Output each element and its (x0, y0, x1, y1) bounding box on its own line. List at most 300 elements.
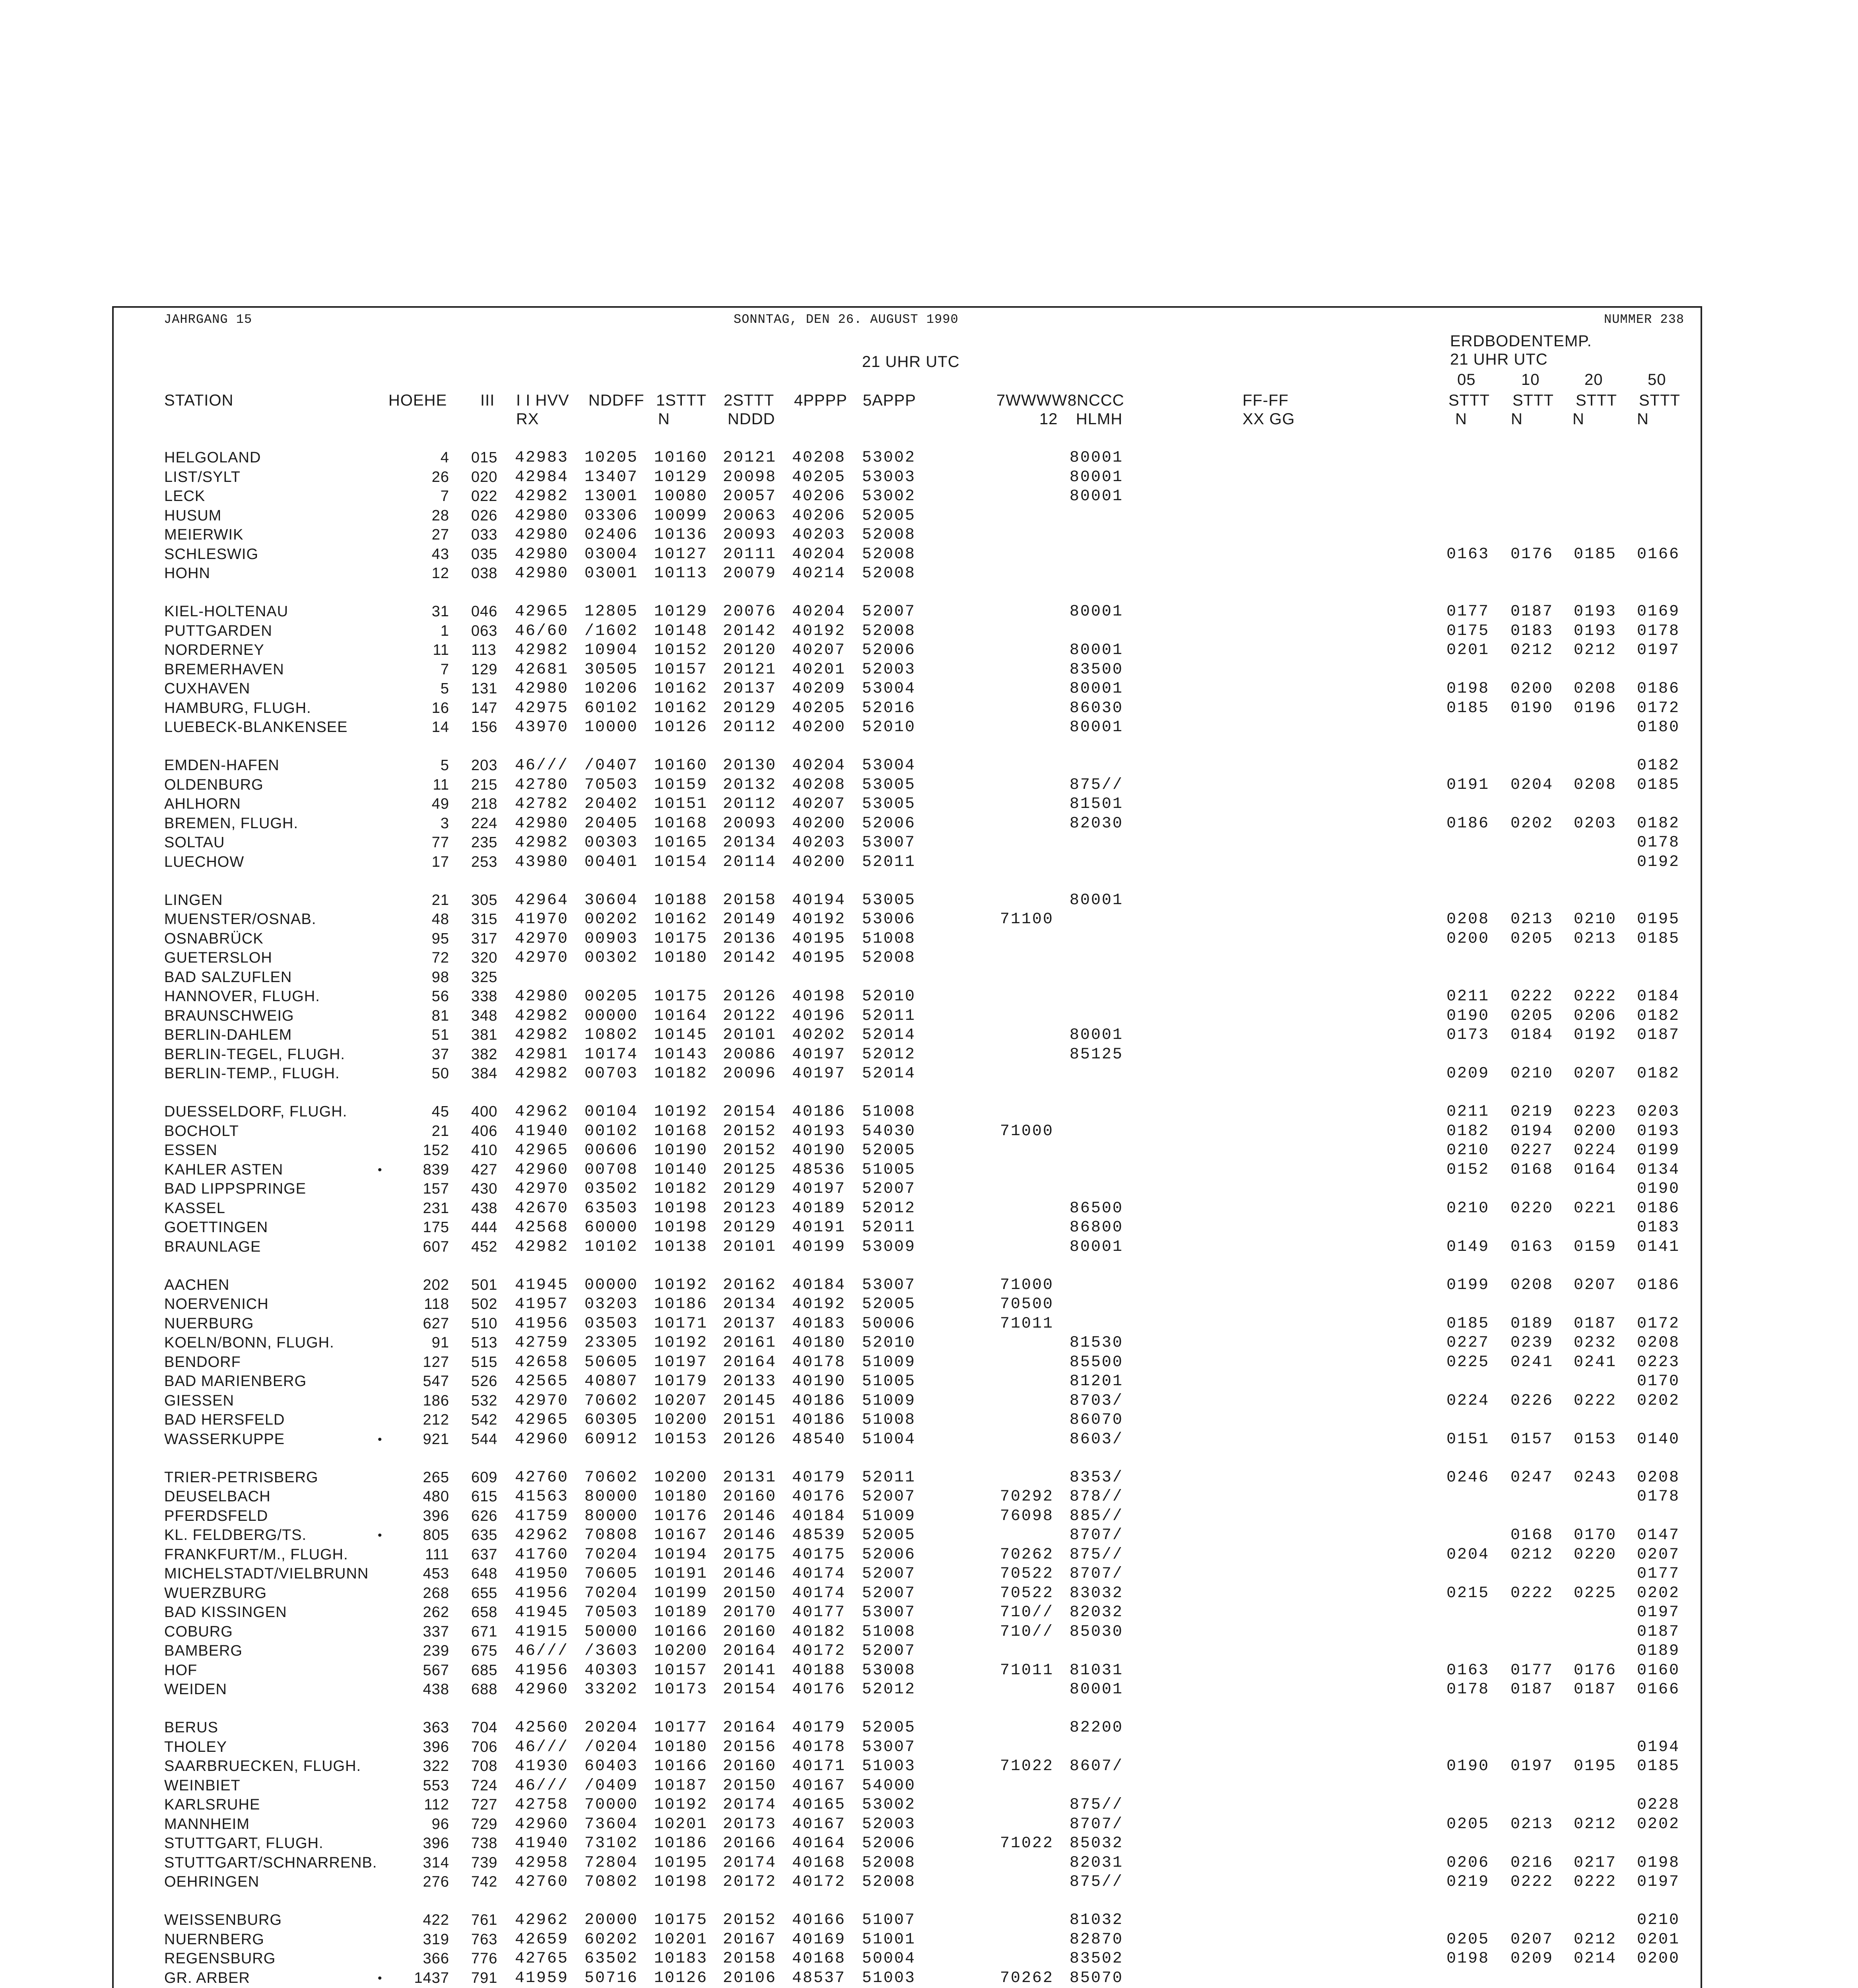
station-name: HAMBURG, FLUGH. (164, 699, 311, 716)
cell-c1: 42670 (515, 1199, 569, 1217)
cell-c6: 54030 (862, 1122, 916, 1140)
cell-iii: 129 (471, 661, 498, 678)
cell-c2: 70503 (584, 1604, 639, 1621)
station-height: 45 (431, 1103, 449, 1120)
cell-w: 71000 (1000, 1276, 1054, 1294)
cell-iii: 635 (471, 1527, 498, 1543)
cell-c6: 52005 (862, 1719, 916, 1737)
cell-iii: 513 (471, 1334, 498, 1351)
cell-c6: 52008 (862, 1854, 916, 1872)
cell-c6: 52011 (862, 853, 916, 871)
cell-c6: 53004 (862, 757, 916, 775)
cell-c4: 20146 (723, 1565, 777, 1583)
cell-iii: 729 (471, 1815, 498, 1833)
cell-c6: 52007 (862, 1488, 916, 1506)
cell-n: 82200 (1070, 1719, 1124, 1737)
soil-temp-10: 0205 (1510, 930, 1554, 948)
cell-c1: 42960 (515, 1815, 569, 1833)
cell-c2: 03004 (584, 545, 639, 563)
cell-c3: 10201 (654, 1930, 708, 1949)
table-row (0, 699, 1858, 718)
station-name: STUTTGART, FLUGH. (164, 1835, 324, 1852)
cell-c4: 20112 (723, 718, 777, 736)
cell-w: 71022 (1000, 1835, 1054, 1852)
cell-c5: 40193 (792, 1122, 846, 1140)
cell-c3: 10197 (654, 1353, 708, 1371)
cell-c5: 40207 (792, 641, 846, 659)
cell-c3: 10164 (654, 1007, 708, 1025)
cell-c4: 20106 (723, 1969, 777, 1987)
col-n-05: N (1455, 410, 1467, 428)
cell-iii: 348 (471, 1007, 498, 1024)
soil-temp-50: 0197 (1637, 641, 1680, 659)
cell-c4: 20152 (723, 1911, 777, 1929)
station-name: LINGEN (164, 891, 223, 909)
soil-temp-10: 0189 (1510, 1314, 1554, 1333)
table-row (0, 795, 1858, 813)
cell-c2: 80000 (584, 1488, 639, 1506)
cell-iii: 708 (471, 1758, 498, 1774)
cell-c2: 80000 (584, 1507, 639, 1525)
cell-c1: 42760 (515, 1468, 569, 1487)
cell-iii: 675 (471, 1642, 498, 1659)
soil-temp-20: 0193 (1574, 603, 1617, 621)
cell-iii: 688 (471, 1681, 498, 1698)
soil-temp-10: 0205 (1510, 1007, 1554, 1025)
cell-c2: /0204 (584, 1738, 639, 1756)
cell-c1: 41915 (515, 1623, 569, 1641)
table-row (0, 1007, 1858, 1025)
cell-n: 85032 (1070, 1835, 1124, 1852)
soil-temp-50: 0192 (1637, 853, 1680, 871)
table-row (0, 1584, 1858, 1603)
soil-temp-05: 0205 (1446, 1930, 1490, 1949)
cell-c3: 10153 (654, 1430, 708, 1448)
cell-iii: 156 (471, 719, 498, 736)
cell-c3: 10099 (654, 507, 708, 525)
cell-n: 81032 (1070, 1911, 1124, 1929)
depth-20: 20 (1584, 371, 1603, 388)
cell-c3: 10080 (654, 487, 708, 505)
soil-temp-10: 0212 (1510, 1545, 1554, 1564)
cell-c2: 03306 (584, 507, 639, 525)
cell-iii: 515 (471, 1353, 498, 1371)
cell-c4: 20154 (723, 1103, 777, 1121)
cell-c5: 40174 (792, 1584, 846, 1602)
soil-temp-50: 0197 (1637, 1873, 1680, 1891)
station-name: TRIER-PETRISBERG (164, 1469, 318, 1486)
soil-temp-05: 0175 (1446, 622, 1490, 640)
soil-temp-20: 0187 (1574, 1314, 1617, 1333)
cell-n: 80001 (1070, 487, 1124, 505)
soil-temp-50: 0203 (1637, 1103, 1680, 1121)
soil-temp-10: 0212 (1510, 641, 1554, 659)
cell-iii: 685 (471, 1662, 498, 1679)
issue-number: NUMMER 238 (1604, 312, 1685, 327)
cell-iii: 430 (471, 1180, 498, 1197)
soil-temp-50: 0186 (1637, 1276, 1680, 1294)
cell-c2: 70000 (584, 1796, 639, 1814)
cell-c2: 10205 (584, 449, 639, 467)
station-height: 112 (424, 1796, 449, 1813)
soil-temp-20: 0206 (1574, 1007, 1617, 1025)
cell-c1: 46/// (515, 1776, 569, 1795)
cell-iii: 438 (471, 1200, 498, 1217)
table-row (0, 1468, 1858, 1487)
cell-c1: 42681 (515, 660, 569, 679)
station-name: MICHELSTADT/VIELBRUNN (164, 1565, 369, 1582)
cell-c5: 40195 (792, 949, 846, 967)
table-row (0, 756, 1858, 775)
soil-temp-10: 0222 (1510, 1584, 1554, 1602)
cell-c5: 40183 (792, 1314, 846, 1333)
cell-c5: 40207 (792, 795, 846, 813)
cell-c3: 10154 (654, 853, 708, 871)
cell-c4: 20112 (723, 795, 777, 813)
cell-c5: 40176 (792, 1488, 846, 1506)
station-name: THOLEY (164, 1738, 227, 1755)
cell-n: 8603/ (1070, 1430, 1124, 1448)
cell-c5: 40186 (792, 1103, 846, 1121)
cell-c4: 20123 (723, 1199, 777, 1217)
cell-c2: 70802 (584, 1873, 639, 1891)
cell-c3: 10177 (654, 1719, 708, 1737)
cell-c4: 20166 (723, 1835, 777, 1852)
cell-c4: 20145 (723, 1392, 777, 1410)
cell-c4: 20167 (723, 1930, 777, 1949)
soil-temp-50: 0208 (1637, 1334, 1680, 1352)
cell-c3: 10140 (654, 1161, 708, 1179)
station-name: HUSUM (164, 507, 222, 524)
station-name: REGENSBURG (164, 1950, 276, 1967)
cell-c2: 20204 (584, 1719, 639, 1737)
cell-c6: 53007 (862, 1604, 916, 1621)
cell-c6: 53007 (862, 834, 916, 852)
station-height: 314 (423, 1854, 449, 1871)
cell-c2: 02406 (584, 526, 639, 544)
cell-c3: 10167 (654, 1526, 708, 1544)
soil-temp-10: 0197 (1510, 1757, 1554, 1775)
cell-w: 70262 (1000, 1545, 1054, 1564)
cell-c4: 20114 (723, 853, 777, 871)
cell-c5: 40177 (792, 1604, 846, 1621)
soil-temp-20: 0222 (1574, 1392, 1617, 1410)
cell-c3: 10180 (654, 949, 708, 967)
cell-c6: 52005 (862, 507, 916, 525)
soil-temp-20: 0170 (1574, 1526, 1617, 1544)
cell-c3: 10192 (654, 1103, 708, 1121)
soil-temp-20: 0153 (1574, 1430, 1617, 1448)
table-row (0, 891, 1858, 910)
cell-c5: 48539 (792, 1526, 846, 1544)
cell-n: 80001 (1070, 468, 1124, 486)
cell-c5: 40166 (792, 1911, 846, 1929)
cell-c2: 60202 (584, 1930, 639, 1949)
cell-iii: 626 (471, 1507, 498, 1524)
cell-c3: 10198 (654, 1199, 708, 1217)
cell-c1: 46/// (515, 1642, 569, 1660)
station-height: 5 (440, 757, 449, 774)
station-name: MANNHEIM (164, 1815, 250, 1833)
cell-c1: 42658 (515, 1353, 569, 1371)
station-name: FRANKFURT/M., FLUGH. (164, 1546, 348, 1563)
cell-c3: 10126 (654, 718, 708, 736)
cell-c3: 10173 (654, 1681, 708, 1699)
cell-c1: 42765 (515, 1950, 569, 1968)
cell-c1: 41759 (515, 1507, 569, 1525)
soil-temp-20: 0208 (1574, 776, 1617, 794)
station-height: 553 (423, 1777, 449, 1794)
station-name: PUTTGARDEN (164, 622, 272, 639)
cell-c4: 20158 (723, 1950, 777, 1968)
station-height: 438 (423, 1681, 449, 1698)
soil-temp-50: 0172 (1637, 1314, 1680, 1333)
cell-n: 82031 (1070, 1854, 1124, 1872)
cell-iii: 315 (471, 911, 498, 928)
cell-c6: 52003 (862, 1815, 916, 1833)
cell-c6: 52008 (862, 545, 916, 563)
cell-c1: 42965 (515, 1411, 569, 1429)
cell-c4: 20132 (723, 776, 777, 794)
cell-c4: 20098 (723, 468, 777, 486)
soil-temp-50: 0202 (1637, 1584, 1680, 1602)
cell-n: 83032 (1070, 1584, 1124, 1602)
cell-c4: 20120 (723, 641, 777, 659)
station-name: KL. FELDBERG/TS. (164, 1527, 307, 1543)
table-row (0, 1642, 1858, 1660)
soil-temp-50: 0182 (1637, 1007, 1680, 1025)
station-name: BAD SALZUFLEN (164, 969, 292, 986)
cell-c1: 42960 (515, 1161, 569, 1179)
soil-temp-05: 0178 (1446, 1681, 1490, 1699)
cell-c2: 23305 (584, 1334, 639, 1352)
station-name: AHLHORN (164, 796, 241, 812)
cell-c1: 42560 (515, 1719, 569, 1737)
depth-05: 05 (1457, 371, 1476, 388)
cell-iii: 038 (471, 565, 498, 582)
cell-c6: 53003 (862, 468, 916, 486)
cell-c5: 40168 (792, 1854, 846, 1872)
table-row (0, 1064, 1858, 1083)
cell-c5: 40206 (792, 487, 846, 505)
cell-c5: 40174 (792, 1565, 846, 1583)
cell-c6: 50004 (862, 1950, 916, 1968)
cell-c4: 20126 (723, 988, 777, 1006)
soil-temp-50: 0182 (1637, 814, 1680, 833)
cell-c2: 20402 (584, 795, 639, 813)
cell-c6: 52007 (862, 1642, 916, 1660)
soil-temp-50: 0183 (1637, 1219, 1680, 1237)
soil-temp-50: 0187 (1637, 1623, 1680, 1641)
cell-iii: 131 (471, 680, 498, 697)
col-iihvv-sub: RX (516, 410, 539, 428)
cell-c5: 40204 (792, 603, 846, 621)
cell-c1: 42965 (515, 603, 569, 621)
cell-c2: 60305 (584, 1411, 639, 1429)
soil-temp-50: 0182 (1637, 1065, 1680, 1083)
cell-c6: 52005 (862, 1526, 916, 1544)
table-row (0, 776, 1858, 794)
station-name: ESSEN (164, 1142, 217, 1159)
table-row (0, 1026, 1858, 1044)
soil-temp-05: 0177 (1446, 603, 1490, 621)
cell-c3: 10175 (654, 1911, 708, 1929)
station-name: DEUSELBACH (164, 1488, 271, 1505)
cell-c5: 40191 (792, 1219, 846, 1237)
cell-iii: 224 (471, 815, 498, 832)
cell-c4: 20129 (723, 1180, 777, 1198)
table-row (0, 564, 1858, 583)
soil-temp-50: 0172 (1637, 699, 1680, 717)
cell-c6: 52005 (862, 1142, 916, 1159)
soil-temp-05: 0210 (1446, 1142, 1490, 1159)
cell-c5: 40202 (792, 1026, 846, 1044)
station-height: 118 (424, 1296, 449, 1312)
table-row (0, 660, 1858, 679)
cell-n: 8707/ (1070, 1815, 1124, 1833)
station-name: OSNABRÜCK (164, 930, 264, 947)
station-height: 14 (431, 719, 449, 736)
cell-n: 80001 (1070, 449, 1124, 467)
station-name: BENDORF (164, 1353, 241, 1371)
col-ffff: FF-FF (1243, 392, 1289, 409)
cell-w: 70292 (1000, 1488, 1054, 1506)
cell-c3: 10162 (654, 699, 708, 717)
soil-temp-05: 0227 (1446, 1334, 1490, 1352)
soil-temp-05: 0190 (1446, 1757, 1490, 1775)
cell-n: 80001 (1070, 1681, 1124, 1699)
station-name: BERUS (164, 1719, 218, 1736)
cell-c2: 00703 (584, 1065, 639, 1083)
cell-c2: 63502 (584, 1950, 639, 1968)
cell-c5: 40214 (792, 565, 846, 582)
cell-c2: 70503 (584, 776, 639, 794)
cell-c4: 20134 (723, 1295, 777, 1313)
cell-c2: 40807 (584, 1373, 639, 1390)
station-height: 28 (431, 507, 449, 524)
soil-temp-50: 0198 (1637, 1854, 1680, 1872)
cell-n: 8707/ (1070, 1526, 1124, 1544)
cell-c6: 53005 (862, 795, 916, 813)
cell-iii: 501 (471, 1276, 498, 1293)
col-8nccc: 8NCCC (1068, 392, 1124, 409)
soil-temp-10: 0207 (1510, 1930, 1554, 1949)
cell-c4: 20150 (723, 1584, 777, 1602)
cell-c1: 42982 (515, 1065, 569, 1083)
cell-iii: 015 (471, 449, 498, 466)
cell-c6: 53002 (862, 1796, 916, 1814)
cell-c4: 20150 (723, 1776, 777, 1795)
cell-c6: 52008 (862, 949, 916, 967)
cell-c2: 10102 (584, 1238, 639, 1256)
cell-c1: 41956 (515, 1314, 569, 1333)
soil-temp-05: 0151 (1446, 1430, 1490, 1448)
soil-temp-10: 0187 (1510, 603, 1554, 621)
station-name: KASSEL (164, 1200, 225, 1217)
table-row (0, 679, 1858, 698)
table-row (0, 1623, 1858, 1641)
col-4pppp: 4PPPP (794, 392, 847, 409)
cell-c3: 10179 (654, 1373, 708, 1390)
cell-c2: 70808 (584, 1526, 639, 1544)
cell-w: 70262 (1000, 1969, 1054, 1987)
cell-c4: 20121 (723, 449, 777, 467)
table-row (0, 949, 1858, 967)
soil-temp-50: 0184 (1637, 988, 1680, 1006)
table-row (0, 1199, 1858, 1218)
cell-c3: 10168 (654, 814, 708, 833)
cell-iii: 147 (471, 699, 498, 716)
station-name: KARLSRUHE (164, 1796, 260, 1813)
cell-c5: 40172 (792, 1642, 846, 1660)
cell-c5: 40209 (792, 680, 846, 698)
cell-c6: 51009 (862, 1353, 916, 1371)
table-row (0, 1526, 1858, 1545)
soil-temp-20: 0214 (1574, 1950, 1617, 1968)
soil-temp-50: 0178 (1637, 834, 1680, 852)
cell-iii: 761 (471, 1912, 498, 1928)
station-name: KIEL-HOLTENAU (164, 603, 289, 620)
cell-c6: 51009 (862, 1507, 916, 1525)
table-row (0, 1276, 1858, 1295)
table-row (0, 1161, 1858, 1179)
station-height: 17 (431, 853, 449, 870)
table-row (0, 1603, 1858, 1622)
cell-iii: 542 (471, 1411, 498, 1428)
soil-temp-10: 0190 (1510, 699, 1554, 717)
cell-c2: 10000 (584, 718, 639, 736)
cell-n: 80001 (1070, 603, 1124, 621)
cell-c5: 40164 (792, 1835, 846, 1852)
soil-temp-05: 0209 (1446, 1065, 1490, 1083)
station-name: LECK (164, 488, 206, 505)
cell-n: 875// (1070, 1873, 1124, 1891)
cell-c2: 00302 (584, 949, 639, 967)
cell-c1: 41930 (515, 1757, 569, 1775)
cell-c5: 40167 (792, 1815, 846, 1833)
table-row (0, 930, 1858, 948)
cell-c4: 20131 (723, 1468, 777, 1487)
soil-temp-20: 0232 (1574, 1334, 1617, 1352)
cell-c6: 52012 (862, 1045, 916, 1064)
station-name: EMDEN-HAFEN (164, 757, 280, 774)
cell-c4: 20122 (723, 1007, 777, 1025)
cell-c1: 41940 (515, 1122, 569, 1140)
cell-c1: 42982 (515, 1238, 569, 1256)
table-row (0, 1776, 1858, 1795)
erdboden-time: 21 UHR UTC (1450, 351, 1548, 368)
soil-temp-10: 0202 (1510, 814, 1554, 833)
cell-c5: 40176 (792, 1681, 846, 1699)
station-name: LIST/SYLT (164, 468, 241, 485)
soil-temp-05: 0200 (1446, 930, 1490, 948)
cell-c6: 51005 (862, 1161, 916, 1179)
soil-temp-10: 0213 (1510, 911, 1554, 928)
station-name: OLDENBURG (164, 776, 264, 793)
soil-temp-50: 0193 (1637, 1122, 1680, 1140)
cell-w: 76098 (1000, 1507, 1054, 1525)
soil-temp-05: 0186 (1446, 814, 1490, 833)
soil-temp-10: 0213 (1510, 1815, 1554, 1833)
cell-c6: 52011 (862, 1219, 916, 1237)
station-height: 4 (440, 449, 449, 466)
cell-c1: 43970 (515, 718, 569, 736)
cell-c1: 42960 (515, 1430, 569, 1448)
soil-temp-20: 0212 (1574, 1815, 1617, 1833)
table-row (0, 1180, 1858, 1198)
soil-temp-20: 0196 (1574, 699, 1617, 717)
cell-iii: 384 (471, 1065, 498, 1082)
